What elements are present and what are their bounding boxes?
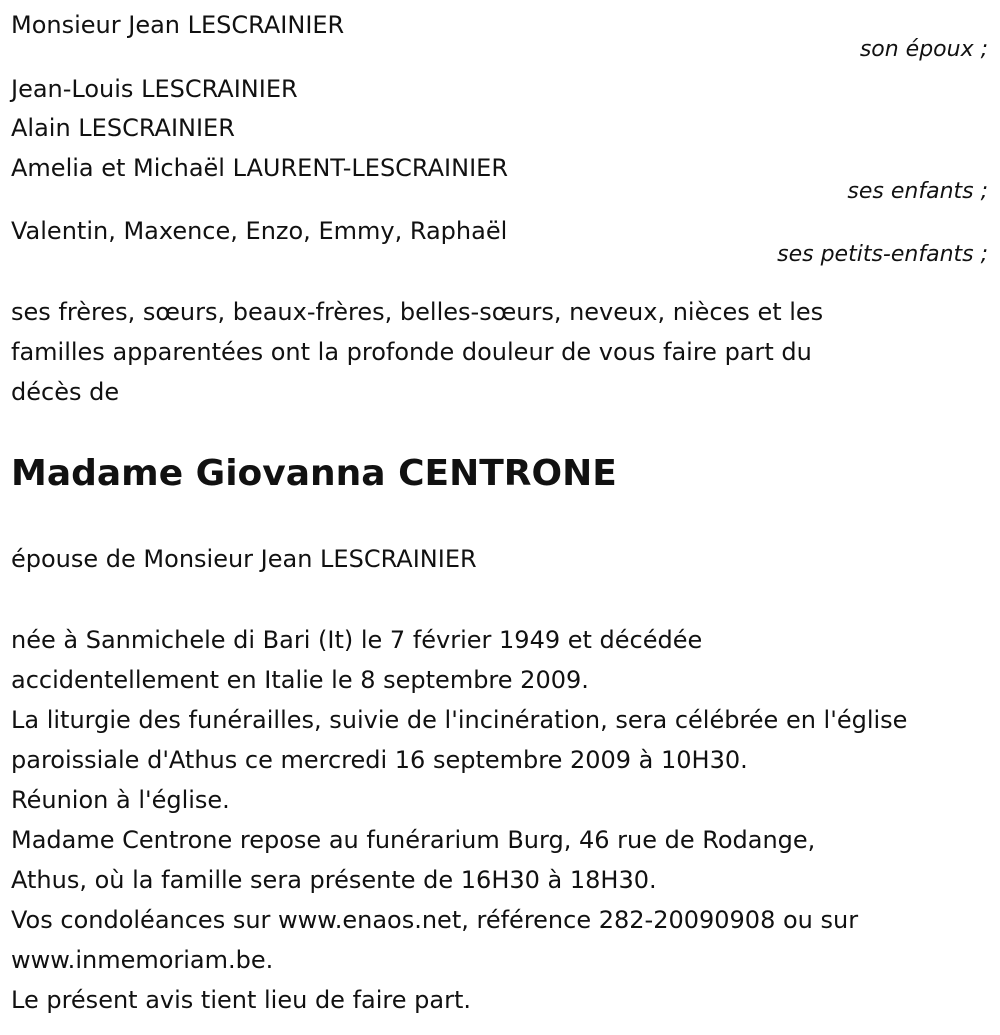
details-line: paroissiale d'Athus ce mercredi 16 septembre 2009 à 10H30. [11, 746, 748, 774]
intro-line: décès de [11, 378, 120, 406]
child-name: Amelia et Michaël LAURENT-LESCRAINIER [11, 154, 509, 182]
details-line: Réunion à l'église. [11, 786, 230, 814]
details-line: accidentellement en Italie le 8 septembre 2009. [11, 666, 589, 694]
details-line: Madame Centrone repose au funérarium Burg, 46 rue de Rodange, [11, 826, 816, 854]
grandchildren-role-label: ses petits-enfants ; [777, 242, 988, 267]
intro-line: ses frères, sœurs, beaux-frères, belles-sœurs, neveux, nièces et les [11, 298, 824, 326]
children-role-label: ses enfants ; [847, 179, 988, 204]
spouse-name: Monsieur Jean LESCRAINIER [11, 11, 345, 39]
spouse-of-line: épouse de Monsieur Jean LESCRAINIER [11, 545, 477, 573]
child-name: Alain LESCRAINIER [11, 114, 235, 142]
details-line: Le présent avis tient lieu de faire part. [11, 986, 471, 1014]
announcement-intro [11, 292, 996, 412]
spouse-role-label: son époux ; [859, 37, 988, 62]
details-line: La liturgie des funérailles, suivie de l'incinération, sera célébrée en l'église [11, 706, 908, 734]
funeral-details [11, 620, 996, 1020]
details-line: www.inmemoriam.be. [11, 946, 274, 974]
child-name: Jean-Louis LESCRAINIER [11, 75, 298, 103]
details-line: Vos condoléances sur www.enaos.net, référence 282-20090908 ou sur [11, 906, 859, 934]
grandchildren-names: Valentin, Maxence, Enzo, Emmy, Raphaël [11, 217, 508, 245]
intro-line: familles apparentées ont la profonde douleur de vous faire part du [11, 338, 812, 366]
details-line: Athus, où la famille sera présente de 16H30 à 18H30. [11, 866, 657, 894]
deceased-name: Madame Giovanna CENTRONE [11, 453, 617, 494]
details-line: née à Sanmichele di Bari (It) le 7 février 1949 et décédée [11, 626, 703, 654]
